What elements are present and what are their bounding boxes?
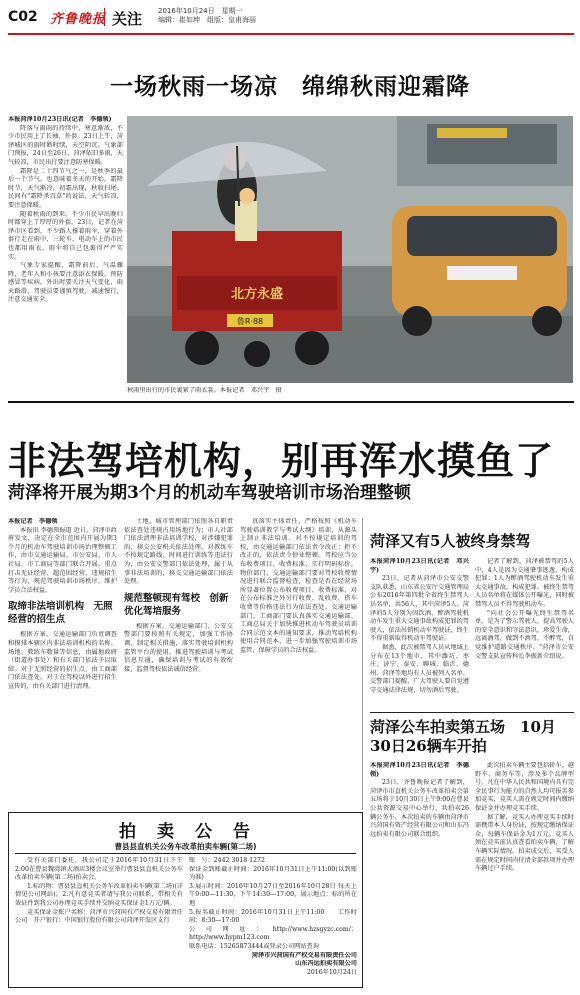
story4-p1: 23日，齐鲁晚报记者了解到，菏泽市市直机关公务车改革拍卖会第五场将于10月30日上午9:00在曹县公共资源交易中心举行，共拍卖26辆公务车。本次拍卖的车辆由菏泽市兴菏国有资产经营有限公司和山东冯远拍卖有限公司联合组织。 xyxy=(370,779,469,838)
cart-text: 北方永盛 xyxy=(230,287,284,302)
auction-ad xyxy=(8,812,363,988)
designer-text: 组版：皇甫海丽 xyxy=(207,16,256,24)
date-text: 2016年10月24日 xyxy=(158,7,215,15)
story2-sub1: 取缔非法培训机构 无照经营的招生点 xyxy=(8,601,113,626)
section-title: 关注 xyxy=(112,10,143,28)
story2-col3: 真落实主体责任，严格按照《机动车驾驶培训教学与考试大纲》培训，从源头上制止非法培训。对不按规定培训的驾校，由交通运输部门依法责令改正；拒不改正的，依法责令停业整顿。驾校应当公布收费项目、收费标准，实行明码标价。物价部门、交通运输部门要对驾校收费情况进行联合监督检查，检查是否在经营场所显著位置公布收费项目、收费标准，对在公布标准之外另行收费、乱收费、搭车收费等价格违法行为依法查处。交通运输部门、工商部门要认真落实交通运输部、工商总局关于加快推进机动车驾驶员培训合同示范文本的通知要求，推动驾培机构使用合同范本，进一步加强驾驶培训市场监管，保障学员的合法权益。 xyxy=(240,518,357,654)
story2-col2b: 根据方案，交通运输部门、公安交警部门要按照有关规定，加强工作协调，制定相关措施，落实驾驶培训机构监管平台的使用，推进驾驶培训与考试信息互通，确保培训与考试的有效衔接，监督驾校依法诚信经营。 xyxy=(124,622,233,673)
story2-headline: 非法驾培机构，别再浑水摸鱼了 xyxy=(8,438,555,483)
story4-p3: 据了解，竞买人办理竞买手续时需携带本人身份证，按规定缴纳保证金，每辆车保证金为1万元。竞买人须在竞买前认真查看拍卖车辆，了解车辆实际情况。拍卖成交后，买受人需在规定时间内付清全部款项并办理车辆过户手续。 xyxy=(475,813,574,873)
story3-dateline: 本报菏泽10月23日讯(记者 邓兴宇) xyxy=(370,558,469,574)
ad-rule xyxy=(15,853,356,854)
rule-2 xyxy=(370,712,574,713)
story3-p1: 23日，记者从菏泽市公安交警支队获悉，山东省公安厅交通管理局公布2016年第四批全省终生禁驾人员名单，共56人，其中菏泽5人。菏泽的5人分别为因饮酒、醉酒驾驶机动车发生重大交通事故构成犯罪的驾驶人，依法吊销机动车驾驶证，终生不得重新取得机动车驾驶证。 xyxy=(370,575,469,643)
story2-col2a: 土地、城市管理部门依照各自职责依法查处违规占用场地行为；市人社部门依法清理非法培训学校，对涉嫌犯罪的，移交公安机关依法处理。对教练车不按规定路线、时间进行训练等违法行为，由公安交警部门依法处理，属于从事非法培训的，移交交通运输部门依法处理。 xyxy=(124,518,233,586)
ad-subtitle: 曹县县直机关公务车改革拍卖车辆(第二场) xyxy=(114,842,257,851)
ad-r6: 联系电话：15265873444或登录公司网站查询 xyxy=(189,942,319,950)
plate-text: 鲁R·88 xyxy=(236,317,264,326)
story2-sub2: 规范整顿现有驾校 创新优化驾培服务 xyxy=(124,592,229,617)
ad-r3: 3.展示时间：2016年10月27日至2016年10月28日 每天上午9:00—11:30，下午14:30—17:00，展示地点：标的所在地 xyxy=(189,882,357,907)
story4-headline: 菏泽公车拍卖第五场 10月30日26辆车开拍 xyxy=(370,718,556,755)
ad-right-col xyxy=(189,857,357,985)
ad-org2: 山东冯远拍卖有限公司 xyxy=(295,960,357,968)
story2-col1 xyxy=(8,518,117,810)
story3-p3: 记者了解到，菏泽被禁驾的5人中，4人是因为交通肇事逃逸，构成犯罪；1人为醉酒驾驶机动车发生重大交通事故，构成犯罪。被终生禁驾人员名单将在媒体公开曝光，同时被禁驾人员不得驾驶机动车。 xyxy=(475,558,574,608)
ad-org1: 菏泽市兴菏国有产权交易有限责任公司 xyxy=(251,951,357,959)
header-divider xyxy=(104,8,105,26)
ad-left-col xyxy=(15,857,183,985)
photo-illustration xyxy=(127,116,573,383)
rain-street-photo xyxy=(127,116,573,383)
ad-r5: 公司网址：http://www.hzsgyzc.com/；http://www.hypm123.com xyxy=(189,925,357,942)
ad-date: 2016年10月24日 xyxy=(306,968,357,976)
story2-byline: 本报记者 李德领 xyxy=(8,518,58,525)
paper-logo: 齐鲁晚报 xyxy=(50,12,107,27)
story4-p2: 此次拍卖车辆主要包括轿车、越野车、商务车等，涉及多个品牌型号。凡在中华人民共和国境内具有完全民事行为能力的自然人均可报名参加竞买，竞买人需在规定时间内缴纳保证金并办理竞买手续。 xyxy=(475,762,574,812)
page-number: C02 xyxy=(8,9,38,25)
ad-l3: 竞买保证金账户名称：菏泽市兴菏国有产权交易有限责任公司 开户银行：中国银行股份有限公司菏泽开发区支行 xyxy=(15,908,183,925)
ad-l2: 1.标的物：曹县县直机关公务车改革拍卖车辆(第二场)(详情见公司网站)。2.凡有意竞买者请与我公司联系，带相关有效证件到我公司办理竞买手续并交纳竞买保证金1万元/辆。 xyxy=(15,882,183,907)
story2-col1b: 根据方案，交通运输部门负责调查和摸排本辖区内非法培训机构的名称、场地、教练车数量等信息，由属地政府（街道办事处）和有关部门依法予以取缔。对于无照经营的招生点，由工商部门依法查处。对于在驾校以外进行招生宣传的，由有关部门进行清理。 xyxy=(8,631,117,690)
rule-1 xyxy=(8,401,574,403)
story1-text xyxy=(8,116,123,396)
story1-dateline: 本报菏泽10月23日讯(记者 李德领) xyxy=(8,116,112,123)
story1-p4: 气象专家提醒，霜降前后，气温骤降，老年人和小孩要注意添衣保暖，预防感冒等疾病。外出时要关注天气变化，雨天路滑，驾驶员要谨慎驾驶，减速慢行，注意交通安全。 xyxy=(8,262,123,304)
ad-r2: 保证金到账截止时间：2016年10月31日上午11:00(以到账为准) xyxy=(189,865,357,882)
story4-body xyxy=(370,762,574,985)
story2-col2 xyxy=(124,518,233,810)
story3-p4: "向社会公开曝光终生禁驾名单，是为了警示驾驶人，提高驾驶人的安全意识和守法意识，珍爱生命，远离酒驾，做到不酒驾，不醉驾，自觉维护道路交通秩序。"菏泽市公安交警支队宣传科长李振新介绍说。 xyxy=(475,609,574,660)
header-rule xyxy=(8,33,574,35)
header-date xyxy=(158,7,256,25)
weekday-text: 星期一 xyxy=(221,7,243,15)
story1-p3: 随着秋雨的到来，不少市民早出晚归时都穿上了厚厚的外套。23日，记者在菏泽市区看到，不少路人撑着雨伞，穿着外套行走在雨中，三轮车、电动车上的市民也都用雨衣、雨伞将自己包裹得严严实实。 xyxy=(8,210,123,261)
story2-col1a: 本报讯 李德领报道 近日，菏泽市政府发文，决定在全市范围内开展为期3个月的机动车驾驶培训市场治理整顿工作，由市交通运输局、市公安局、市人社局、市工商局等部门联合开展，重点打击无证经营、超范围经营、违规招生等行为，规范驾驶培训市场秩序，维护学员合法权益。 xyxy=(8,526,117,594)
photo-caption: 秋雨里出行的市民裹紧了雨衣裳。本报记者 邓兴宇 摄 xyxy=(127,387,282,394)
ad-title: 拍 卖 公 告 xyxy=(119,822,252,842)
col-divider xyxy=(362,518,363,810)
page-header xyxy=(0,0,580,40)
ad-l1: 受有关部门委托，我公司定于2016年10月31日下午2:00在曹县魏湾镇大酒店3楼会议室举行曹县县直机关公务车改革拍卖车辆(第二场)拍卖会。 xyxy=(15,857,183,882)
story1-p1: 降落与雨雨的持续中，寒意渐浓，不少市民用上了长袖、外套。23日上午，菏泽城区的雨时断时续，天空阴沉。气象部门预报，24日至26日，菏泽依旧多雨，天气较凉，市民出行要注意防寒保暖。 xyxy=(8,124,123,166)
ad-r1: 账 号：2442 3018 1272 xyxy=(189,857,265,864)
story3-headline: 菏泽又有5人被终身禁驾 xyxy=(370,532,531,550)
story4-dateline: 本报菏泽10月23日讯(记者 李德领) xyxy=(370,762,469,778)
story1-p2: 霜降是二十四节气之一，是秋季的最后一个节气，也意味着冬天的开始。霜降时节，天气渐冷，初霜出现，秋收扫尾。民间有"霜降杀百草"的说法，天气转凉，要注意保暖。 xyxy=(8,167,123,209)
story3-p2: 据悉，此次被禁驾人员从地域上分布在13个地市，其中潍坊、枣庄、济宁、泰安、聊城、临沂、德州、菏泽等地均有人员被列入名单。交警部门提醒，广大驾驶人要自觉遵守交通法律法规，切勿酒后驾驶。 xyxy=(370,643,469,694)
story2-subhead: 菏泽将开展为期3个月的机动车驾驶培训市场治理整顿 xyxy=(8,483,411,503)
story3-body xyxy=(370,558,574,708)
story1-headline: 一场秋雨一场凉 绵绵秋雨迎霜降 xyxy=(110,73,470,100)
editor-text: 编辑：崔如坤 xyxy=(158,16,200,24)
ad-r4: 5.报名截止时间：2016年10月31日上午11:00 工作时间：8:30—17:00 xyxy=(189,908,357,925)
